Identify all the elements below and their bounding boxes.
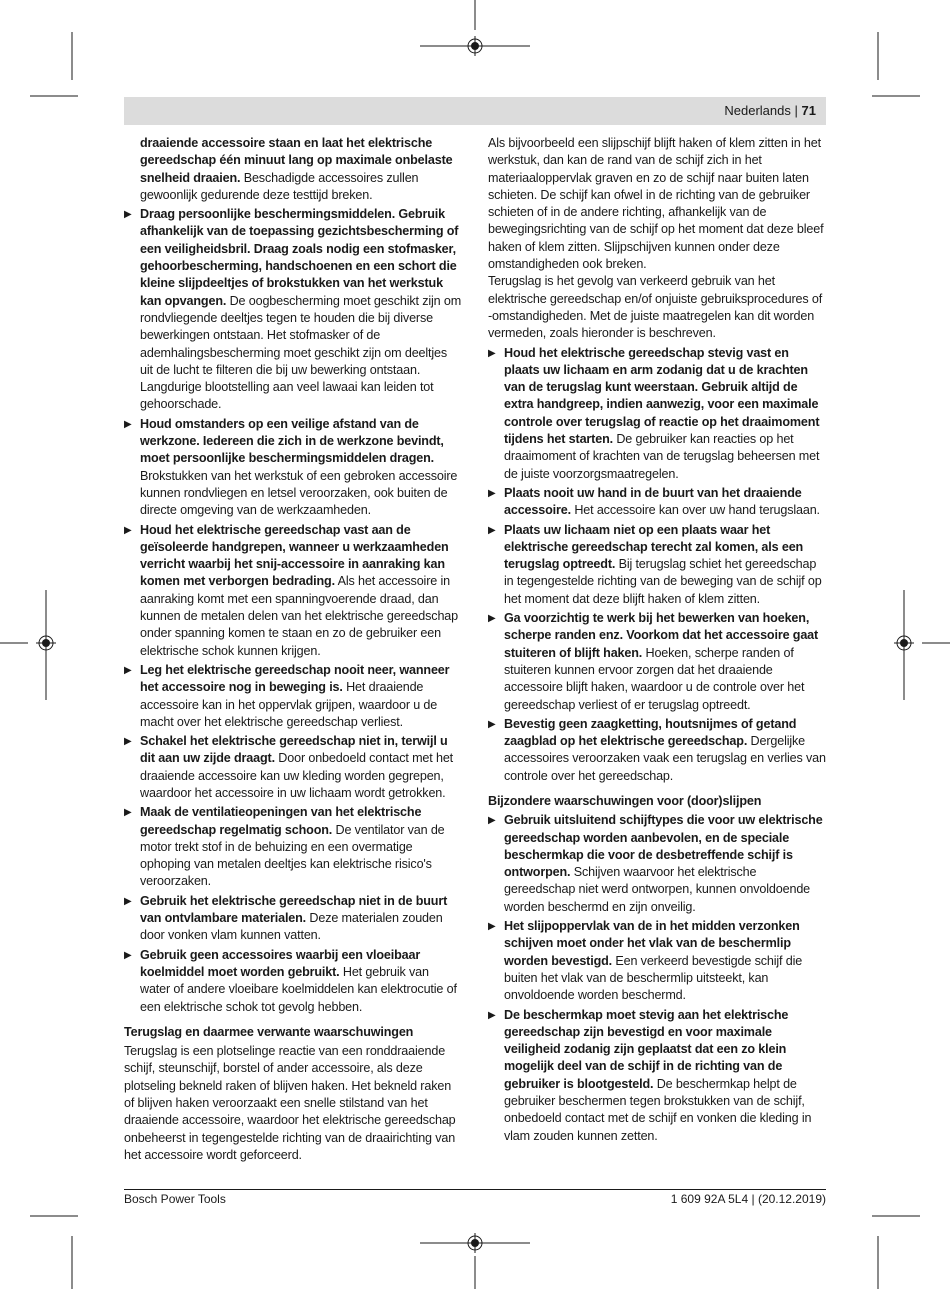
item-bold: Leg het elektrische gereedschap nooit neer, wanneer het accessoire nog in beweging is. — [140, 662, 450, 695]
bullet-triangle-icon: ▶ — [488, 524, 496, 536]
registration-target-icon — [465, 1233, 485, 1253]
section-paragraph: Terugslag is een plotselinge reactie van een ronddraaiende schijf, steunschijf, borstel of ander accessoire, als deze plotseling bekneld raken of blijven haken. Het bekneld raken of blijven haken veroorzaakt een snelle stilstand van het draaiende accessoire, waardoor het elektrische gereedschap onbeheerst in tegengestelde richting van de draairichting van het accessoire wordt geforceerd. — [124, 1044, 456, 1162]
list-item — [488, 485, 826, 520]
item-bold: Gebruik geen accessoires waarbij een vloeibaar koelmiddel moet worden gebruikt. — [140, 947, 421, 979]
page-number: 71 — [801, 103, 816, 118]
registration-target-icon — [894, 633, 914, 653]
list-item — [488, 1007, 826, 1145]
bullet-triangle-icon: ▶ — [124, 209, 132, 221]
item-bold: Het slijpoppervlak van de in het midden verzonken schijven moet onder het vlak van de beschermlip worden bevestigd. — [504, 919, 800, 968]
right-column — [488, 135, 826, 1145]
item-bold: Bevestig geen zaagketting, houtsnijmes of getand zaagblad op het elektrische gereedschap. — [504, 716, 797, 749]
list-item — [124, 804, 462, 890]
footer-rule — [124, 1189, 826, 1190]
paragraph: Terugslag is het gevolg van verkeerd gebruik van het elektrische gereedschap en/of onjuiste gebruiksprocedures of -omstandigheden. Met de juiste maatregelen kan dit worden vermeden, zoals hieronder is beschreven. — [488, 274, 823, 341]
item-text: De ventilator van de motor trekt stof in de behuizing en een overmatige ophoping van metalen deeltjes kan elektrische risico's veroorzaken. — [140, 822, 445, 889]
item-bold: Houd het elektrische gereedschap vast aan de geïsoleerde handgrepen, wanneer u werkzaamheden verricht waarbij het snij-accessoire in aanraking kan komen met verborgen bedrading. — [140, 522, 449, 589]
header-label — [724, 103, 816, 118]
bullet-triangle-icon: ▶ — [124, 807, 132, 819]
bullet-triangle-icon: ▶ — [488, 613, 496, 625]
bullet-triangle-icon: ▶ — [124, 736, 132, 748]
list-item — [124, 893, 462, 945]
item-bold: Gebruik uitsluitend schijftypes die voor uw elektrische gereedschap worden aanbevolen, en de speciale beschermkap die voor de desbetreffende schijf is ontworpen. — [504, 813, 823, 880]
item-text: Dergelijke accessoires veroorzaken vaak een terugslag en verlies van controle over het gereedschap. — [504, 734, 826, 783]
list-item — [124, 522, 462, 660]
footer-doc-number: 1 609 92A 5L4 | (20.12.2019) — [670, 1192, 826, 1206]
item-text: Door onbedoeld contact met het draaiende accessoire kan uw kleding worden gegrepen, waardoor het accessoire in uw lichaam wordt getrokken. — [140, 751, 454, 800]
registration-target-icon — [36, 633, 56, 653]
lead-text: Beschadigde accessoires zullen gewoonlijk gedurende deze testtijd breken. — [140, 170, 419, 202]
item-bold: Plaats nooit uw hand in de buurt van het draaiende accessoire. — [504, 485, 802, 518]
paragraph: Als bijvoorbeeld een slijpschijf blijft haken of klem zitten in het werkstuk, dan kan de rand van de schijf zich in het materiaaloppervlak graven en zo de schijf naar buiten laten schieten. De schijf kan ofwel in de richting van de gebruiker schieten of in de andere richting, afhankelijk van de bewegingsrichting van de schijf op het moment dat deze bleef haken of klem zitten. Slijpschijven kunnen onder deze omstandigheden ook breken. — [488, 136, 824, 272]
list-item — [124, 416, 462, 520]
bullet-triangle-icon: ▶ — [488, 487, 496, 499]
item-text: Als het accessoire in aanraking komt met een spanningvoerende draad, dan kunnen de metalen delen van het elektrische gereedschap onder spanning komen te staan en zo de gebruiker een elektrische schok kunnen krijgen. — [140, 574, 459, 658]
item-text: Bij terugslag schiet het gereedschap in tegengestelde richting van de beweging van de schijf op het moment dat deze blijft haken of klem zitten. — [504, 557, 822, 606]
item-bold: Draag persoonlijke beschermingsmiddelen. Gebruik afhankelijk van de toepassing gezichtsbescherming of een veiligheidsbril. Draag zoals nodig een stofmasker, gehoorbescherming, handschoenen en een schort die kleine slijpdeeltjes of brokstukken van het werkstuk kan opvangen. — [140, 207, 459, 308]
header-language: Nederlands — [724, 103, 791, 118]
bullet-triangle-icon: ▶ — [488, 718, 496, 730]
item-text: Schijven waarvoor het elektrische gereedschap niet werd ontworpen, kunnen onvoldoende worden beschermd en zijn onveilig. — [504, 865, 811, 914]
lead-bold: draaiende accessoire staan en laat het elektrische gereedschap één minuut lang op maximale onbelaste snelheid draaien. — [140, 136, 453, 185]
footer-brand: Bosch Power Tools — [124, 1192, 226, 1206]
header-separator: | — [794, 103, 798, 118]
item-text: De gebruiker kan reacties op het draaimoment of krachten van de terugslag beheersen met de juiste voorzorgsmaatregelen. — [504, 432, 820, 481]
item-text: Het gebruik van water of andere vloeibare koelmiddelen kan elektrocutie of een elektrische schok tot gevolg hebben. — [140, 964, 457, 1014]
list-item — [488, 918, 826, 1004]
item-bold: Houd het elektrische gereedschap stevig vast en plaats uw lichaam en arm zodanig dat u de krachten van de terugslag kunt weerstaan. Gebruik altijd de extra handgreep, indien aanwezig, voor een maximale controle over terugslag of reactie op het draaimoment tijdens het starten. — [504, 345, 820, 447]
item-text: Een verkeerd bevestigde schijf die buiten het vlak van de beschermlip uitsteekt, kan onvoldoende worden beschermd. — [504, 953, 803, 1003]
bullet-triangle-icon: ▶ — [488, 921, 496, 933]
bullet-triangle-icon: ▶ — [488, 815, 496, 827]
bullet-triangle-icon: ▶ — [124, 895, 132, 907]
list-item — [488, 610, 826, 714]
list-item — [124, 206, 462, 414]
bullet-triangle-icon: ▶ — [124, 524, 132, 536]
page-header — [124, 97, 826, 125]
left-column — [124, 135, 462, 1164]
list-item — [488, 345, 826, 483]
item-text: De beschermkap helpt de gebruiker beschermen tegen brokstukken van de schijf, onbedoeld contact met de schijf en vonken die kleding in vlam zouden kunnen zetten. — [504, 1076, 812, 1143]
section-heading: Terugslag en daarmee verwante waarschuwingen — [124, 1024, 414, 1039]
section-heading: Bijzondere waarschuwingen voor (door)slijpen — [488, 793, 762, 808]
item-text: Brokstukken van het werkstuk of een gebroken accessoire kunnen rondvliegen en letsel veroorzaken, ook buiten de directe omgeving van de werkzaamheden. — [140, 468, 458, 518]
list-item — [124, 947, 462, 1016]
list-item — [488, 812, 826, 916]
bullet-triangle-icon: ▶ — [124, 949, 132, 961]
item-text: De oogbescherming moet geschikt zijn om rondvliegende deeltjes tegen te houden die bij diverse bewerkingen ontstaan. Het stofmasker of de ademhalingsbescherming moet geschikt zijn om deeltjes uit de lucht te filteren die bij uw bewerking ontstaan. Langdurige blootstelling aan veel lawaai kan leiden tot gehoorschade. — [140, 293, 462, 412]
item-bold: Plaats uw lichaam niet op een plaats waar het elektrische gereedschap terecht zal komen, als een terugslag optreedt. — [504, 522, 804, 572]
list-item — [124, 733, 462, 802]
list-item — [488, 716, 826, 785]
bullet-triangle-icon: ▶ — [124, 664, 132, 676]
item-text: Het draaiende accessoire kan in het oppervlak grijpen, waardoor u de macht over het elektrische gereedschap verliest. — [140, 680, 438, 729]
bullet-triangle-icon: ▶ — [488, 1009, 496, 1021]
item-bold: De beschermkap moet stevig aan het elektrische gereedschap zijn bevestigd en voor maximale veiligheid zodanig zijn geplaatst dat een zo klein mogelijk deel van de schijf in de richting van de gebruiker is blootgesteld. — [504, 1007, 789, 1091]
item-bold: Gebruik het elektrische gereedschap niet in de buurt van ontvlambare materialen. — [140, 893, 448, 926]
item-bold: Ga voorzichtig te werk bij het bewerken van hoeken, scherpe randen enz. Voorkom dat het accessoire gaat stuiteren of blijft haken. — [504, 611, 819, 660]
item-bold: Schakel het elektrische gereedschap niet in, terwijl u dit aan uw zijde draagt. — [140, 734, 448, 766]
bullet-triangle-icon: ▶ — [488, 347, 496, 359]
registration-target-icon — [465, 36, 485, 56]
list-item — [124, 662, 462, 731]
bullet-triangle-icon: ▶ — [124, 418, 132, 430]
item-bold: Maak de ventilatieopeningen van het elektrische gereedschap regelmatig schoon. — [140, 805, 422, 837]
item-text: Hoeken, scherpe randen of stuiteren kunnen ervoor zorgen dat het draaiende accessoire blijft haken, waardoor u de controle over het gereedschap verliest of er terugslag optreedt. — [504, 645, 805, 712]
lead-paragraph — [124, 135, 462, 204]
list-item — [488, 522, 826, 608]
item-text: Het accessoire kan over uw hand terugslaan. — [570, 503, 820, 518]
item-text: Deze materialen zouden door vonken vlam kunnen vatten. — [140, 911, 443, 943]
item-bold: Houd omstanders op een veilige afstand van de werkzone. Iedereen die zich in de werkzone bevindt, moet persoonlijke beschermingsmiddelen dragen. — [140, 416, 444, 466]
